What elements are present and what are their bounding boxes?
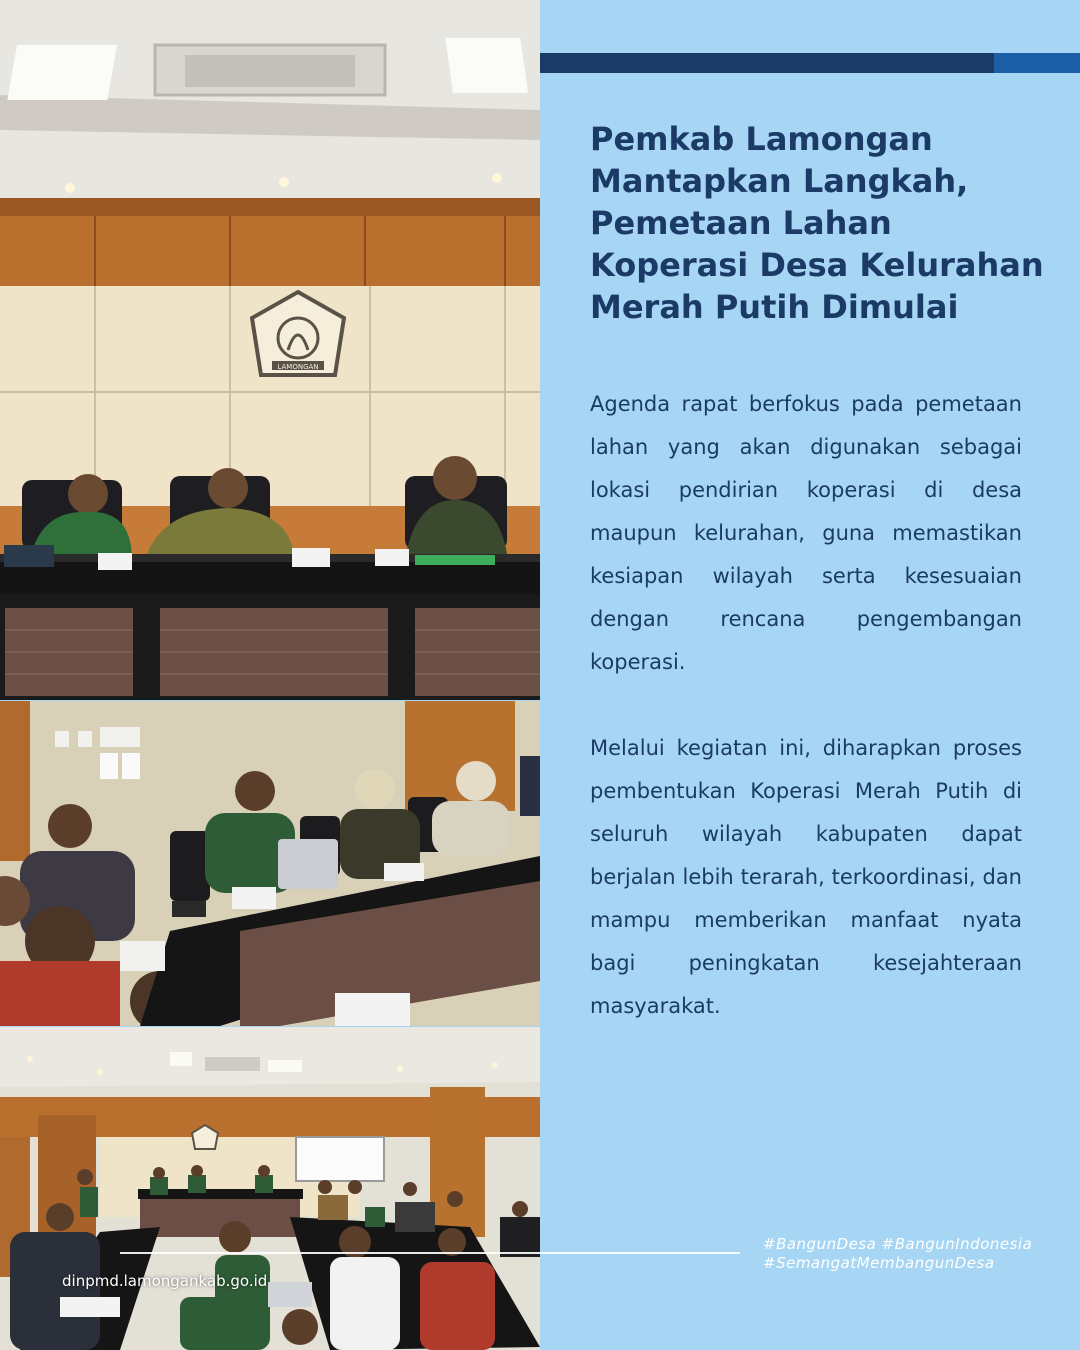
article-paragraph-2: Melalui kegiatan ini, diharapkan proses pembentukan Koperasi Merah Putih di seluruh wilayah kabupaten dapat berjalan lebih terarah, terkoordinasi, dan mampu memberikan manfaat nyata bagi peningkatan kesejahteraan masyarakat.: [590, 736, 1022, 1018]
emblem-text: LAMONGAN: [277, 363, 319, 371]
website-url: dinpmd.lamongankab.go.id: [62, 1272, 268, 1290]
article-paragraph-1: Agenda rapat berfokus pada pemetaan lahan yang akan digunakan sebagai lokasi pendirian koperasi di desa maupun kelurahan, guna memastikan kesiapan wilayah serta kesesuaian dengan rencana pengembangan koperasi.: [590, 392, 1022, 674]
header-bar-accent: [994, 53, 1080, 73]
meeting-photo-participants: [0, 701, 540, 1026]
footer-divider: [120, 1252, 740, 1254]
meeting-photo-head-table: [0, 0, 540, 700]
text-panel: [540, 0, 1080, 1350]
meeting-photo-room-wide: [0, 1027, 540, 1350]
article-title: Pemkab Lamongan Mantapkan Langkah, Pemetaan Lahan Koperasi Desa Kelurahan Merah Putih Dimulai: [590, 120, 1044, 326]
header-bar: [540, 53, 994, 73]
hashtags: #BangunDesa #BangunIndonesia #SemangatMembangunDesa: [763, 1235, 1033, 1272]
